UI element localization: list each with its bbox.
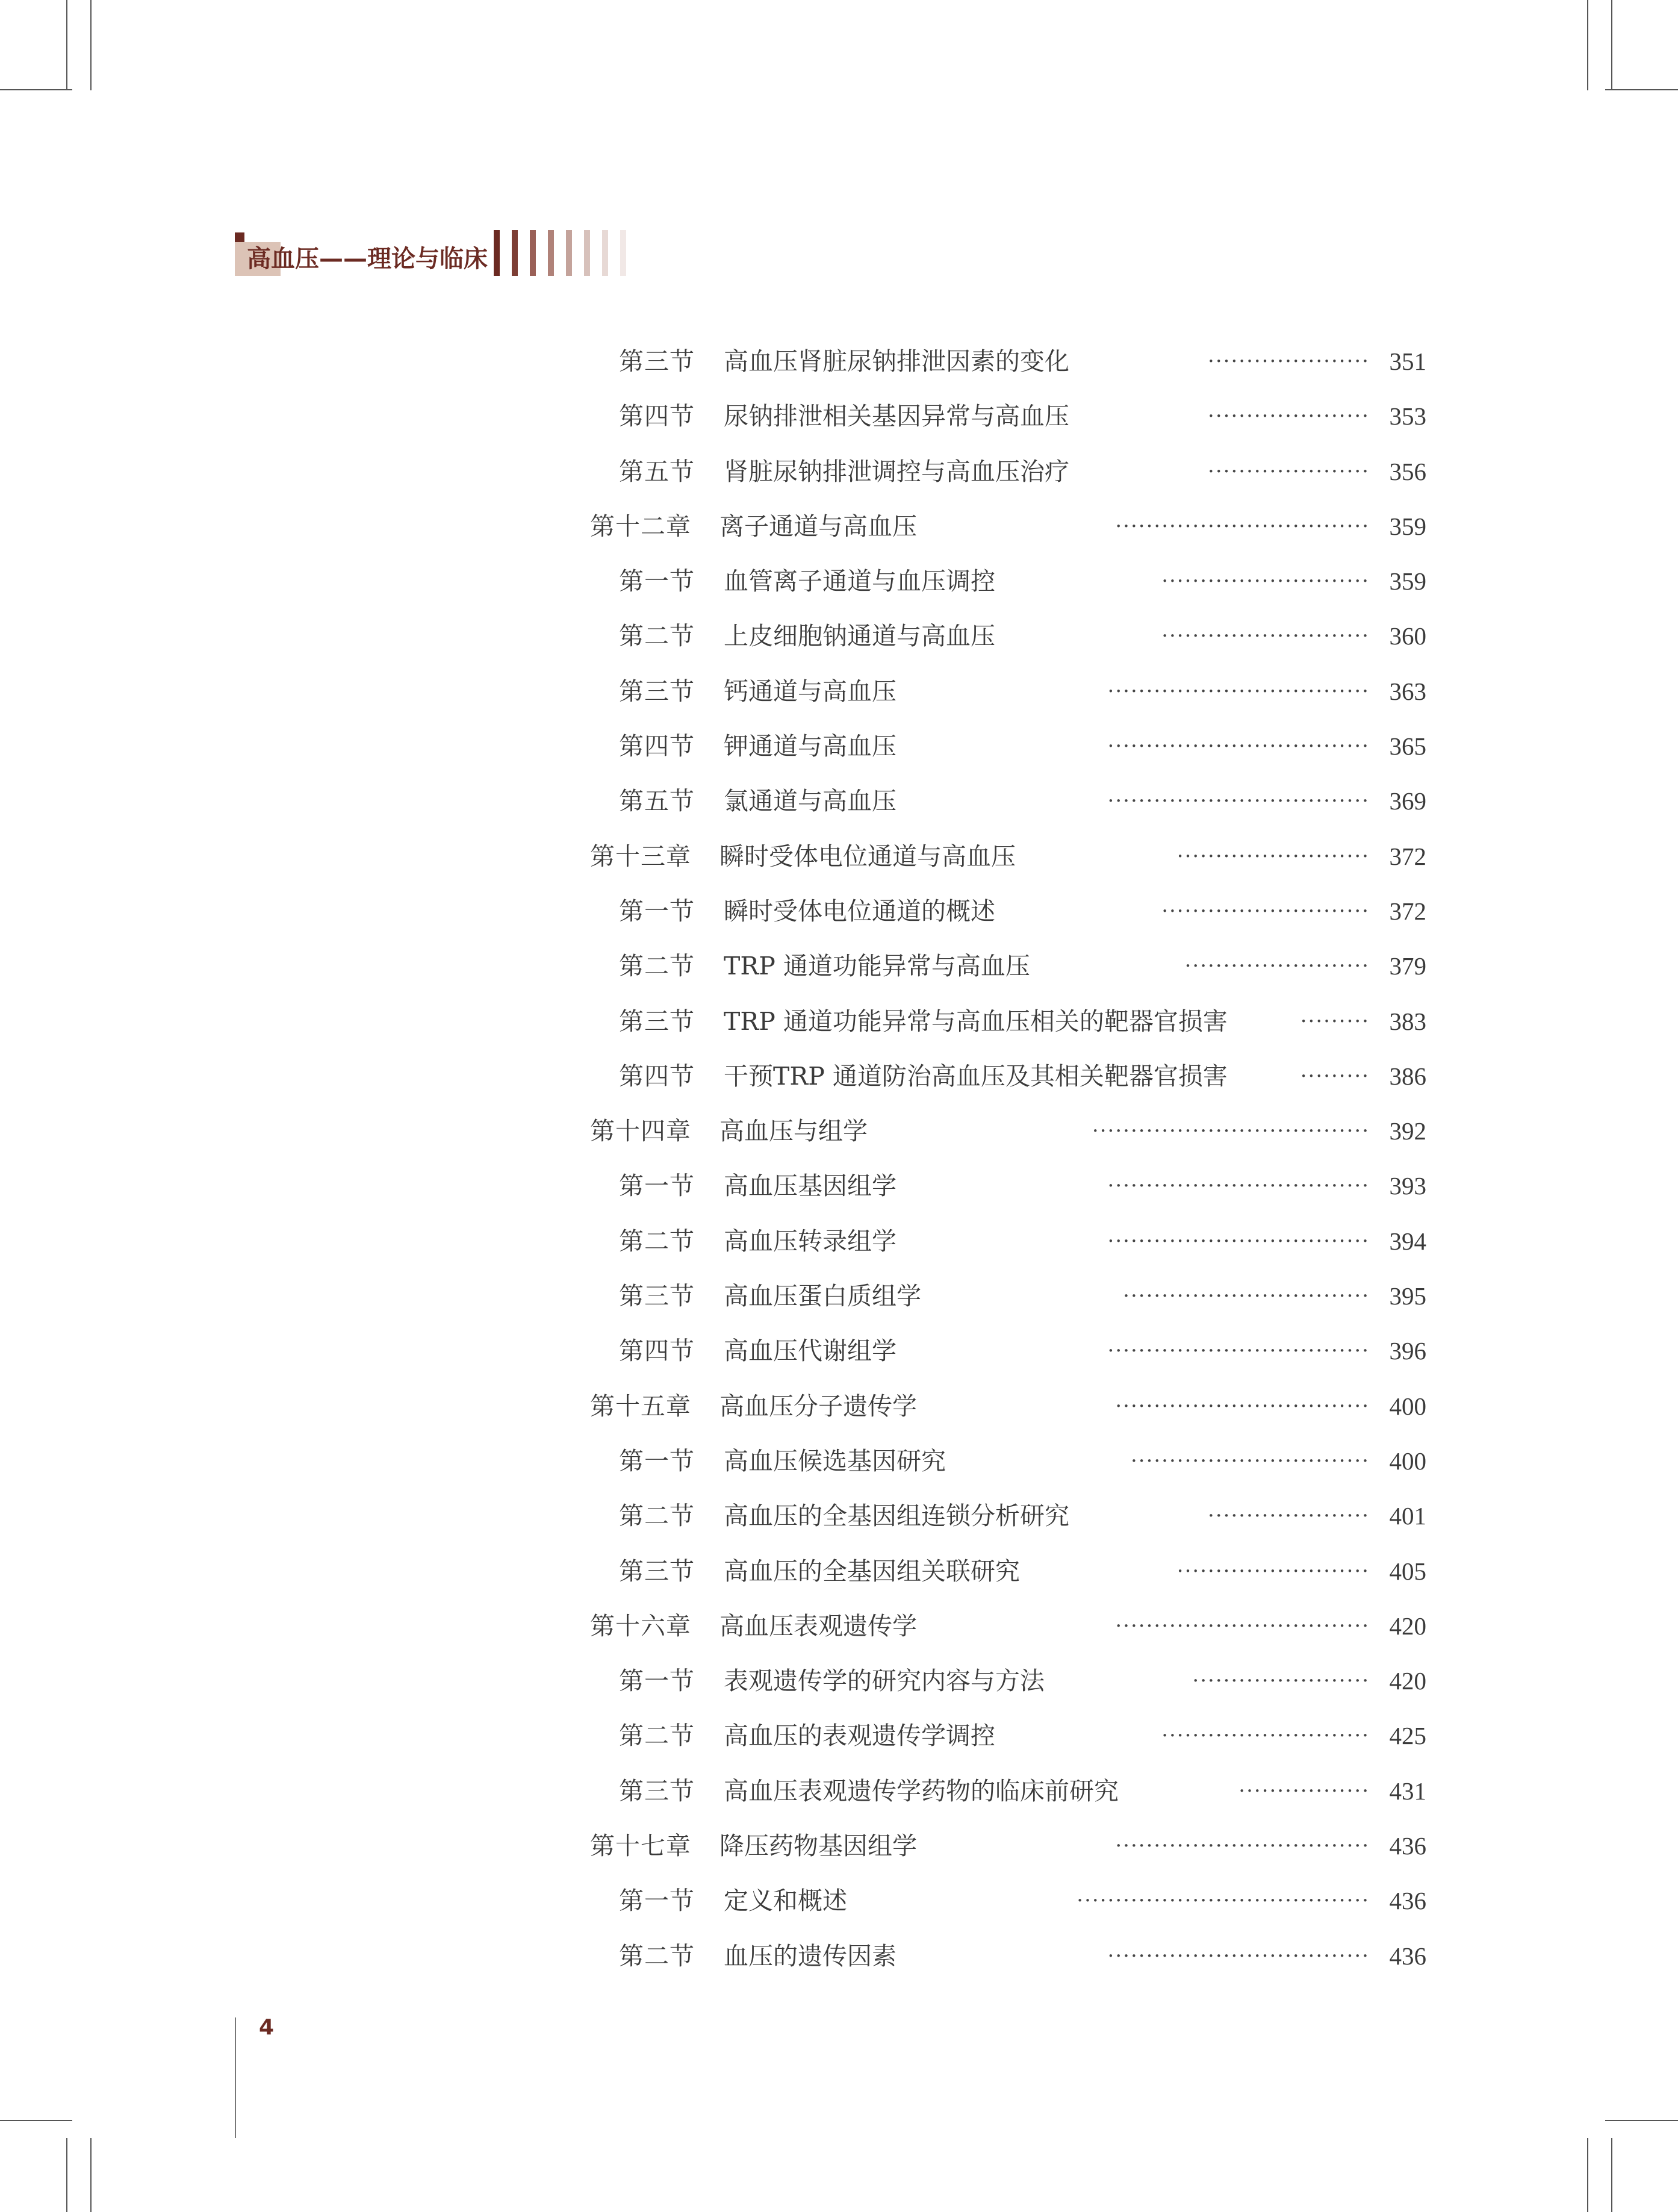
toc-label: 第五节 xyxy=(619,787,695,816)
crop-mark xyxy=(66,2138,67,2212)
header-decorative-bars xyxy=(494,230,632,276)
toc-label: 第二节 xyxy=(619,1721,695,1751)
crop-mark xyxy=(90,2138,92,2212)
toc-label: 第五节 xyxy=(619,456,695,486)
toc-section-row[interactable] xyxy=(0,1544,1678,1599)
toc-chapter-row[interactable] xyxy=(0,829,1678,884)
toc-label: 第四节 xyxy=(619,1061,695,1091)
toc-chapter-row[interactable] xyxy=(0,1599,1678,1654)
toc-label: 第三节 xyxy=(619,676,695,706)
toc-label: 第二节 xyxy=(619,1501,695,1531)
toc-title: 定义和概述 xyxy=(724,1886,847,1916)
toc-title: 离子通道与高血压 xyxy=(719,511,917,541)
toc-title: 高血压分子遗传学 xyxy=(719,1391,917,1421)
dot-leader: ·································· xyxy=(1107,1339,1370,1363)
dot-leader: ··························· xyxy=(1161,899,1370,923)
crop-mark xyxy=(0,2120,72,2121)
toc-title: 钾通道与高血压 xyxy=(724,732,896,761)
dot-leader: ··························· xyxy=(1161,624,1370,649)
toc-section-row[interactable] xyxy=(0,1764,1678,1819)
toc-section-row[interactable] xyxy=(0,1434,1678,1489)
toc-page-number: 359 xyxy=(1389,512,1426,540)
toc-label: 第十六章 xyxy=(590,1611,691,1640)
toc-page-number: 360 xyxy=(1389,622,1426,650)
toc-title: 高血压的全基因组连锁分析研究 xyxy=(724,1501,1069,1531)
toc-title: 降压药物基因组学 xyxy=(719,1831,917,1861)
toc-page-number: 436 xyxy=(1389,1887,1426,1915)
toc-page-number: 365 xyxy=(1389,732,1426,761)
toc-section-row[interactable] xyxy=(0,939,1678,994)
running-header-title: 高血压——理论与临床 xyxy=(247,245,488,273)
toc-section-row[interactable] xyxy=(0,444,1678,499)
toc-section-row[interactable] xyxy=(0,1214,1678,1269)
toc-label: 第十四章 xyxy=(590,1117,691,1146)
toc-label: 第十三章 xyxy=(590,841,691,871)
dot-leader: ·································· xyxy=(1107,1174,1370,1198)
toc-section-row[interactable] xyxy=(0,1709,1678,1763)
toc-section-row[interactable] xyxy=(0,1874,1678,1928)
crop-mark xyxy=(1611,0,1612,90)
dot-leader: ······································ xyxy=(1077,1889,1370,1913)
toc-page-number: 396 xyxy=(1389,1337,1426,1365)
toc-page-number: 401 xyxy=(1389,1502,1426,1530)
toc-section-row[interactable] xyxy=(0,1654,1678,1709)
dot-leader: ········· xyxy=(1300,1064,1370,1088)
dot-leader: ························· xyxy=(1176,844,1370,868)
crop-mark xyxy=(1605,2120,1678,2121)
toc-title: 氯通道与高血压 xyxy=(724,787,896,816)
page-number: 4 xyxy=(259,2015,275,2040)
dot-leader: ················· xyxy=(1238,1778,1370,1803)
dot-leader: ·································· xyxy=(1107,1943,1370,1968)
toc-title: 高血压基因组学 xyxy=(724,1171,896,1201)
toc-section-row[interactable] xyxy=(0,994,1678,1049)
dot-leader: ································· xyxy=(1115,1834,1370,1858)
toc-title: 高血压的全基因组关联研究 xyxy=(724,1556,1020,1586)
toc-section-row[interactable] xyxy=(0,389,1678,444)
dot-leader: ···································· xyxy=(1092,1119,1370,1144)
toc-chapter-row[interactable] xyxy=(0,1379,1678,1434)
toc-title: 干预TRP 通道防治高血压及其相关靶器官损害 xyxy=(724,1061,1228,1091)
toc-chapter-row[interactable] xyxy=(0,1819,1678,1874)
toc-label: 第一节 xyxy=(619,896,695,926)
toc-page-number: 351 xyxy=(1389,347,1426,375)
toc-chapter-row[interactable] xyxy=(0,499,1678,554)
toc-title: 上皮细胞钠通道与高血压 xyxy=(724,622,995,651)
toc-title: 尿钠排泄相关基因异常与高血压 xyxy=(724,402,1069,431)
crop-mark xyxy=(1587,0,1588,90)
toc-page-number: 359 xyxy=(1389,567,1426,596)
toc-section-row[interactable] xyxy=(0,1159,1678,1213)
toc-label: 第十五章 xyxy=(590,1391,691,1421)
toc-page-number: 425 xyxy=(1389,1722,1426,1750)
toc-page-number: 392 xyxy=(1389,1117,1426,1145)
dot-leader: ····················· xyxy=(1208,349,1370,373)
dot-leader: ······························· xyxy=(1130,1448,1370,1473)
toc-page-number: 405 xyxy=(1389,1557,1426,1585)
toc-title: 血压的遗传因素 xyxy=(724,1941,896,1971)
toc-label: 第二节 xyxy=(619,1941,695,1971)
toc-title: 高血压的表观遗传学调控 xyxy=(724,1721,995,1751)
toc-page-number: 431 xyxy=(1389,1777,1426,1805)
toc-section-row[interactable] xyxy=(0,1324,1678,1379)
header-accent-square xyxy=(235,232,244,242)
toc-section-row[interactable] xyxy=(0,1049,1678,1104)
toc-section-row[interactable] xyxy=(0,1489,1678,1544)
toc-label: 第二节 xyxy=(619,622,695,651)
dot-leader: ·································· xyxy=(1107,1229,1370,1253)
toc-section-row[interactable] xyxy=(0,884,1678,939)
toc-page-number: 400 xyxy=(1389,1392,1426,1420)
toc-page-number: 436 xyxy=(1389,1832,1426,1860)
toc-title: 高血压表观遗传学 xyxy=(719,1611,917,1640)
crop-mark xyxy=(1611,2138,1612,2212)
toc-page-number: 420 xyxy=(1389,1667,1426,1695)
toc-section-row[interactable] xyxy=(0,554,1678,609)
toc-page-number: 400 xyxy=(1389,1447,1426,1475)
crop-mark xyxy=(66,0,67,90)
dot-leader: ······················· xyxy=(1192,1669,1370,1693)
toc-section-row[interactable] xyxy=(0,334,1678,389)
dot-leader: ····················· xyxy=(1208,404,1370,429)
toc-label: 第三节 xyxy=(619,1006,695,1036)
toc-label: 第十二章 xyxy=(590,511,691,541)
toc-page-number: 356 xyxy=(1389,457,1426,485)
toc-label: 第一节 xyxy=(619,1446,695,1475)
dot-leader: ··························· xyxy=(1161,1724,1370,1748)
toc-title: 高血压与组学 xyxy=(719,1117,868,1146)
toc-label: 第二节 xyxy=(619,1226,695,1256)
crop-mark xyxy=(1605,89,1678,90)
toc-title: 肾脏尿钠排泄调控与高血压治疗 xyxy=(724,456,1069,486)
toc-label: 第四节 xyxy=(619,1336,695,1366)
toc-chapter-row[interactable] xyxy=(0,1104,1678,1159)
crop-mark xyxy=(1587,2138,1588,2212)
toc-title: 高血压肾脏尿钠排泄因素的变化 xyxy=(724,347,1069,376)
toc-page-number: 386 xyxy=(1389,1062,1426,1090)
dot-leader: ································· xyxy=(1115,514,1370,538)
toc-page-number: 372 xyxy=(1389,897,1426,925)
crop-mark xyxy=(90,0,92,90)
toc-title: 血管离子通道与血压调控 xyxy=(724,567,995,596)
margin-rule xyxy=(235,2017,236,2138)
toc-label: 第二节 xyxy=(619,952,695,981)
crop-mark xyxy=(0,89,72,90)
toc-section-row[interactable] xyxy=(0,719,1678,774)
toc-section-row[interactable] xyxy=(0,1269,1678,1324)
toc-title: 高血压候选基因研究 xyxy=(724,1446,946,1475)
toc-label: 第一节 xyxy=(619,1171,695,1201)
toc-label: 第四节 xyxy=(619,732,695,761)
dot-leader: ·································· xyxy=(1107,734,1370,759)
toc-page-number: 393 xyxy=(1389,1172,1426,1200)
toc-title: TRP 通道功能异常与高血压 xyxy=(724,952,1030,981)
toc-title: 表观遗传学的研究内容与方法 xyxy=(724,1666,1045,1696)
dot-leader: ·································· xyxy=(1107,789,1370,814)
toc-label: 第一节 xyxy=(619,567,695,596)
toc-page-number: 383 xyxy=(1389,1007,1426,1035)
toc-section-row[interactable] xyxy=(0,774,1678,829)
toc-page-number: 353 xyxy=(1389,402,1426,431)
dot-leader: ································· xyxy=(1115,1613,1370,1638)
toc-page-number: 394 xyxy=(1389,1227,1426,1255)
toc-title: 高血压表观遗传学药物的临床前研究 xyxy=(724,1776,1119,1805)
toc-page-number: 436 xyxy=(1389,1942,1426,1970)
toc-label: 第十七章 xyxy=(590,1831,691,1861)
toc-label: 第一节 xyxy=(619,1666,695,1696)
toc-page-number: 363 xyxy=(1389,677,1426,705)
toc-title: 瞬时受体电位通道与高血压 xyxy=(719,841,1016,871)
dot-leader: ··························· xyxy=(1161,569,1370,594)
toc-label: 第三节 xyxy=(619,1556,695,1586)
toc-section-row[interactable] xyxy=(0,1929,1678,1984)
toc-label: 第三节 xyxy=(619,1776,695,1805)
dot-leader: ·································· xyxy=(1107,679,1370,703)
dot-leader: ································· xyxy=(1115,1394,1370,1418)
toc-title: 高血压蛋白质组学 xyxy=(724,1282,921,1311)
toc-label: 第三节 xyxy=(619,1282,695,1311)
toc-title: TRP 通道功能异常与高血压相关的靶器官损害 xyxy=(724,1006,1228,1036)
toc-page-number: 379 xyxy=(1389,952,1426,980)
dot-leader: ····················· xyxy=(1208,459,1370,484)
dot-leader: ························· xyxy=(1176,1559,1370,1583)
toc-label: 第一节 xyxy=(619,1886,695,1916)
toc-title: 高血压代谢组学 xyxy=(724,1336,896,1366)
toc-section-row[interactable] xyxy=(0,609,1678,664)
dot-leader: ························ xyxy=(1184,954,1370,979)
toc-page-number: 372 xyxy=(1389,842,1426,870)
toc-page-number: 369 xyxy=(1389,787,1426,815)
toc-title: 钙通道与高血压 xyxy=(724,676,896,706)
dot-leader: ········· xyxy=(1300,1009,1370,1033)
dot-leader: ····················· xyxy=(1208,1504,1370,1528)
toc-page-number: 420 xyxy=(1389,1612,1426,1640)
toc-title: 瞬时受体电位通道的概述 xyxy=(724,896,995,926)
toc-label: 第四节 xyxy=(619,402,695,431)
toc-title: 高血压转录组学 xyxy=(724,1226,896,1256)
toc-label: 第三节 xyxy=(619,347,695,376)
table-of-contents xyxy=(0,334,1678,1984)
toc-page-number: 395 xyxy=(1389,1282,1426,1310)
toc-section-row[interactable] xyxy=(0,664,1678,719)
dot-leader: ································ xyxy=(1123,1284,1370,1309)
